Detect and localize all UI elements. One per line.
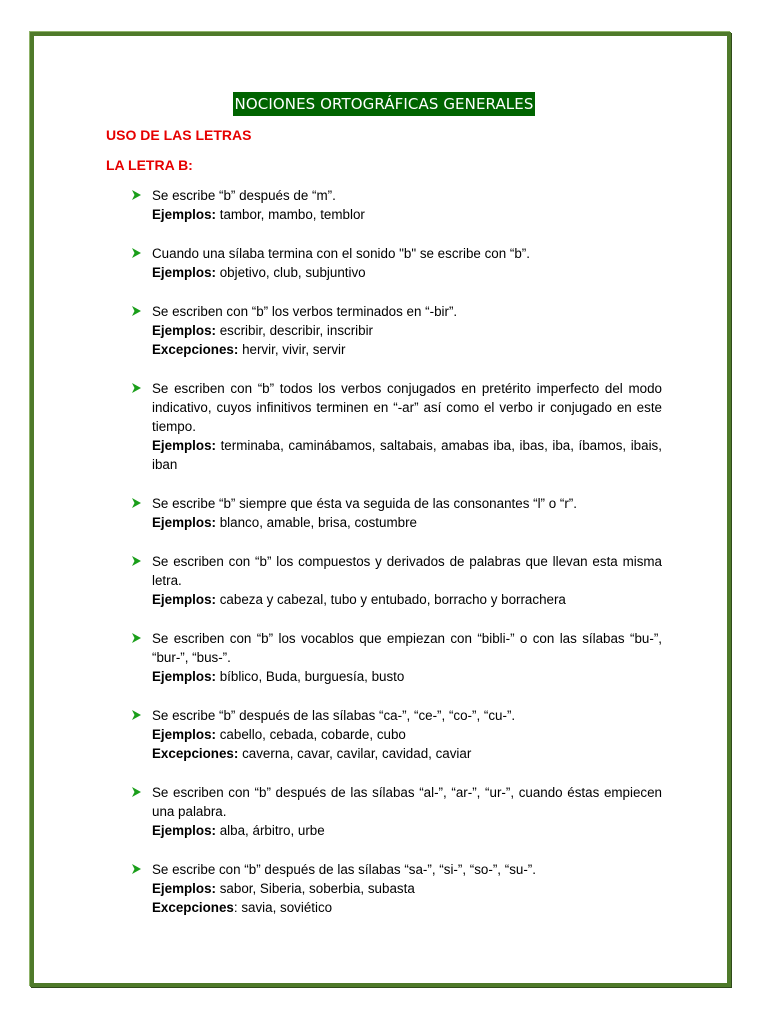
arrow-bullet-icon xyxy=(130,632,142,644)
examples-value: objetivo, club, subjuntivo xyxy=(219,265,366,280)
rule-text: Se escribe “b” siempre que ésta va seguida de las consonantes “l” o “r”. xyxy=(152,496,577,511)
arrow-bullet-icon xyxy=(130,709,142,721)
examples-label: Ejemplos: xyxy=(152,207,216,222)
rule-text: Se escriben con “b” todos los verbos conjugados en pretérito imperfecto del modo indicativo, cuyos infinitivos terminen en “-ar” así como el verbo ir conjugado en este tiempo. xyxy=(152,381,662,434)
examples-label: Ejemplos: xyxy=(152,265,216,280)
examples-label: Ejemplos: xyxy=(152,438,216,453)
examples-value: cabello, cebada, cobarde, cubo xyxy=(219,727,406,742)
examples-line xyxy=(152,821,662,840)
section-heading: USO DE LAS LETRAS xyxy=(106,127,252,143)
exceptions-value: : savia, soviético xyxy=(233,900,333,915)
examples-value: sabor, Siberia, soberbia, subasta xyxy=(219,881,415,896)
exceptions-label: Excepciones: xyxy=(152,342,239,357)
rules-list xyxy=(106,186,662,917)
rule-text: Se escribe “b” después de “m”. xyxy=(152,188,336,203)
examples-label: Ejemplos: xyxy=(152,727,216,742)
document-title: NOCIONES ORTOGRÁFICAS GENERALES xyxy=(233,92,536,116)
examples-value: escribir, describir, inscribir xyxy=(219,323,374,338)
examples-value: cabeza y cabezal, tubo y entubado, borracho y borrachera xyxy=(219,592,566,607)
rule-text: Cuando una sílaba termina con el sonido "b" se escribe con “b”. xyxy=(152,246,530,261)
arrow-bullet-icon xyxy=(130,189,142,201)
examples-line xyxy=(152,725,662,744)
examples-line xyxy=(152,590,662,609)
list-item xyxy=(106,552,662,609)
examples-label: Ejemplos: xyxy=(152,592,216,607)
examples-line xyxy=(152,263,662,282)
title-wrapper xyxy=(106,92,662,116)
exceptions-label: Excepciones: xyxy=(152,746,239,761)
examples-line xyxy=(152,321,662,340)
rule-text: Se escriben con “b” los compuestos y derivados de palabras que llevan esta misma letra. xyxy=(152,554,662,588)
examples-label: Ejemplos: xyxy=(152,881,216,896)
arrow-bullet-icon xyxy=(130,247,142,259)
examples-line xyxy=(152,513,662,532)
examples-value: tambor, mambo, temblor xyxy=(219,207,365,222)
arrow-bullet-icon xyxy=(130,786,142,798)
exceptions-line xyxy=(152,898,662,917)
rule-text: Se escriben con “b” los verbos terminados en “-bir”. xyxy=(152,304,458,319)
list-item xyxy=(106,494,662,532)
subsection-heading: LA LETRA B: xyxy=(106,157,193,173)
examples-label: Ejemplos: xyxy=(152,669,216,684)
rule-text: Se escriben con “b” después de las sílabas “al-”, “ar-”, “ur-”, cuando éstas empiecen una palabra. xyxy=(152,785,662,819)
document-content xyxy=(106,92,662,937)
examples-value: blanco, amable, brisa, costumbre xyxy=(219,515,417,530)
arrow-bullet-icon xyxy=(130,497,142,509)
exceptions-value: caverna, cavar, cavilar, cavidad, caviar xyxy=(242,746,472,761)
list-item xyxy=(106,186,662,224)
rule-text: Se escriben con “b” los vocablos que empiezan con “bibli-” o con las sílabas “bu-”, “bur-”, “bus-”. xyxy=(152,631,662,665)
list-item xyxy=(106,706,662,763)
arrow-bullet-icon xyxy=(130,382,142,394)
arrow-bullet-icon xyxy=(130,555,142,567)
list-item xyxy=(106,244,662,282)
list-item xyxy=(106,379,662,474)
arrow-bullet-icon xyxy=(130,863,142,875)
list-item xyxy=(106,783,662,840)
examples-value: alba, árbitro, urbe xyxy=(219,823,325,838)
examples-line xyxy=(152,667,662,686)
exceptions-value: hervir, vivir, servir xyxy=(242,342,346,357)
list-item xyxy=(106,302,662,359)
exceptions-line xyxy=(152,340,662,359)
arrow-bullet-icon xyxy=(130,305,142,317)
examples-line xyxy=(152,436,662,474)
list-item xyxy=(106,629,662,686)
rule-text: Se escribe con “b” después de las sílabas “sa-”, “si-”, “so-”, “su-”. xyxy=(152,862,536,877)
examples-line xyxy=(152,879,662,898)
examples-value: bíblico, Buda, burguesía, busto xyxy=(219,669,405,684)
exceptions-label: Excepciones xyxy=(152,900,234,915)
examples-label: Ejemplos: xyxy=(152,323,216,338)
examples-line xyxy=(152,205,662,224)
examples-value: terminaba, caminábamos, saltabais, amabas iba, ibas, iba, íbamos, ibais, iban xyxy=(152,438,662,472)
list-item xyxy=(106,860,662,917)
exceptions-line xyxy=(152,744,662,763)
examples-label: Ejemplos: xyxy=(152,515,216,530)
examples-label: Ejemplos: xyxy=(152,823,216,838)
rule-text: Se escribe “b” después de las sílabas “ca-”, “ce-”, “co-”, “cu-”. xyxy=(152,708,516,723)
